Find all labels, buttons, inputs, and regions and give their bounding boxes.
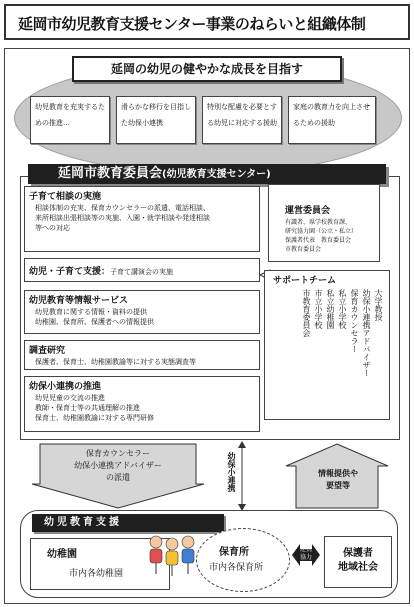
support-member: 私立幼稚園	[326, 289, 335, 329]
board-sub: (幼児教育支援センター)	[162, 169, 271, 180]
board-banner	[28, 164, 386, 184]
support-member: 私立小学校	[338, 289, 347, 329]
page-title: 延岡市幼児教育支援センター事業のねらいと組織体制	[4, 4, 410, 40]
double-arrow-icon	[236, 440, 248, 512]
management-line: 研究協力園（公立・私立）	[285, 228, 358, 235]
kindergarten-sub: 市内各幼稚園	[69, 569, 124, 579]
section-child-support	[24, 258, 260, 282]
section-head: 幼児・子育て支援：	[29, 267, 111, 277]
section-line: 教師・保育士等の共通理解の推進	[35, 404, 140, 412]
section-head: 幼児教育等情報サービス	[29, 296, 129, 306]
coop-label	[296, 546, 316, 562]
support-member: 市立小学校	[314, 289, 323, 329]
nursery-box	[196, 528, 290, 592]
section-line: 保育士、幼稚園教諭に対する専門研修	[35, 414, 154, 422]
board-name: 延岡市教育委員会	[58, 166, 163, 181]
section-info-service	[24, 290, 260, 334]
support-team-head: サポートチーム	[273, 276, 337, 286]
support-team	[264, 270, 390, 420]
section-line: 等への対応	[35, 224, 70, 232]
section-head: 幼保小連携の推進	[29, 382, 102, 392]
coop-line: 協力	[299, 554, 312, 561]
management-line: 保護者代表 教育委員会	[285, 237, 352, 244]
aim-box-3: 特別な配慮を必要とする幼児に対応する援助	[202, 96, 282, 144]
dispatch-line: の派遣	[106, 473, 130, 482]
support-member: 市教育委員会	[302, 289, 311, 337]
support-member: 大学教授	[374, 289, 383, 321]
support-member: 幼保小連携アドバイザー	[362, 289, 371, 377]
management-line: 有識者、県学校教育課、	[285, 219, 352, 226]
section-line: 来所相談出張相談等の実施、入園・就学相談や発達相談	[35, 214, 210, 222]
coop-line: 連携	[299, 546, 312, 553]
support-member: 保育カウンセラー	[350, 289, 359, 353]
support-banner: 幼児教育支援	[32, 514, 224, 532]
aim-box-1: 幼児教育を充実するための推進…	[30, 96, 110, 144]
info-label	[298, 468, 378, 492]
info-line: 情報提供や	[318, 469, 358, 478]
dispatch-label	[40, 448, 196, 484]
section-collaboration	[24, 376, 260, 432]
section-head: 調査研究	[29, 346, 66, 356]
info-line: 要望等	[326, 481, 350, 490]
guardians-line: 保護者	[343, 548, 373, 559]
kindergarten-head: 幼稚園	[47, 549, 77, 560]
children-illustration-icon	[146, 532, 198, 578]
management-head: 運営委員会	[285, 206, 331, 216]
section-consultation	[24, 186, 260, 252]
link-label: 幼保小連携	[227, 452, 236, 492]
nursery-head: 保育所	[219, 547, 249, 558]
aim-box-4: 家庭の教育力を向上させるための援助	[288, 96, 376, 144]
nursery-sub: 市内各保育所	[209, 563, 264, 573]
dispatch-line: 幼保小連携アドバイザー	[74, 461, 162, 470]
section-line: 保護者、保育士、幼稚園教諭等に対する実態調査等	[35, 358, 196, 366]
management-line: 市教育委員会	[285, 246, 322, 253]
dispatch-line: 保育カウンセラー	[86, 449, 150, 458]
section-line: 相談体制の充実、保育カウンセラーの派遣、電話相談、	[35, 204, 210, 212]
section-line: 幼児児童の交流の推進	[35, 394, 105, 402]
aim-box-2: 滑らかな移行を目指した幼保小連携	[116, 96, 196, 144]
section-research	[24, 340, 260, 370]
section-inline: 子育て講演会の実施	[110, 268, 174, 276]
goal-box: 延岡の幼児の健やかな成長を目指す	[72, 56, 342, 82]
guardians-line: 地域社会	[338, 562, 378, 573]
guardians-box	[324, 536, 392, 588]
management-committee	[268, 184, 380, 262]
section-line: 幼稚園、保育所、保護者への情報提供	[35, 318, 154, 326]
section-head: 子育て相談の実施	[29, 192, 102, 202]
section-line: 幼児教育に関する情報・資料の提供	[35, 308, 147, 316]
